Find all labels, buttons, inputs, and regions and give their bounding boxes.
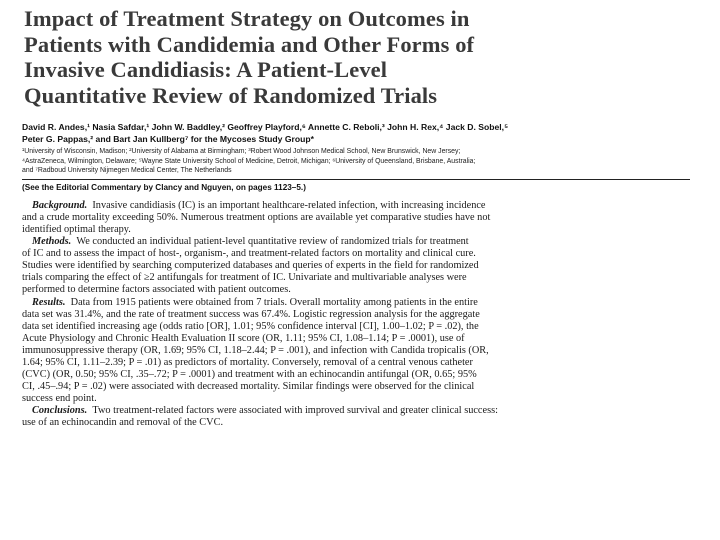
abstract-line: Studies were identified by searching computerized databases and queries of experts in the field for randomized — [22, 260, 479, 272]
abstract-line: Results. Data from 1915 patients were obtained from 7 trials. Overall mortality among patients in the entire — [32, 296, 478, 308]
abstract-line: trials comparing the effect of ≥2 antifungals for treatment of IC. Univariate and multivariable analyses were — [22, 272, 467, 284]
affiliation-line: and ⁷Radboud University Nijmegen Medical Center, The Netherlands — [22, 167, 232, 175]
author-line: David R. Andes,¹ Nasia Safdar,¹ John W. Baddley,² Geoffrey Playford,⁶ Annette C. Reboli,³ John H. Rex,⁴ Jack D. Sobel,⁵ — [22, 122, 509, 132]
abstract-methods — [22, 236, 698, 296]
author-list — [22, 122, 698, 145]
abstract-line: 1.64; 95% CI, 1.11–2.39; P = .01) as predictors of mortality. Conversely, removal of a central venous catheter — [22, 357, 473, 368]
title-line: Patients with Candidemia and Other Forms of — [24, 31, 475, 57]
abstract-line: Background. Invasive candidiasis (IC) is an important healthcare-related infection, with increasing incidence — [32, 199, 486, 211]
section-divider — [22, 179, 690, 180]
conclusions-label: Conclusions. — [32, 405, 88, 417]
abstract-line: success end point. — [22, 393, 97, 405]
abstract-line: of IC and to assess the impact of host-, organism-, and treatment-related factors on mortality and clinical cure. — [22, 248, 476, 260]
abstract-line: immunosuppressive therapy (OR, 1.69; 95% CI, 1.18–2.44; P = .001), and infection with Candida tropicalis (OR, — [22, 344, 489, 356]
affiliation-line: ¹University of Wisconsin, Madison; ²University of Alabama at Birmingham; ³Robert Wood Johnson Medical School, New Brunswick, New Jersey; — [22, 148, 461, 155]
abstract-background — [22, 200, 698, 236]
abstract-line: use of an echinocandin and removal of the CVC. — [22, 417, 224, 429]
background-label: Background. — [32, 199, 88, 211]
abstract-line: Methods. We conducted an individual patient-level quantitative review of randomized trials for treatment — [32, 236, 469, 248]
affiliations — [22, 147, 698, 176]
author-line: Peter G. Pappas,² and Bart Jan Kullberg⁷ for the Mycoses Study Group* — [22, 133, 314, 144]
title-line: Quantitative Review of Randomized Trials — [24, 82, 438, 108]
abstract-line: performed to determine factors associated with patient outcomes. — [22, 284, 291, 296]
abstract-line: Acute Physiology and Chronic Health Evaluation II score (OR, 1.11; 95% CI, 1.08–1.14; P = .0001), use of — [22, 332, 465, 344]
title-line: Impact of Treatment Strategy on Outcomes in — [24, 6, 470, 31]
editorial-note: (See the Editorial Commentary by Clancy and Nguyen, on pages 1123–5.) — [22, 182, 306, 192]
abstract-line: (CVC) (OR, 0.50; 95% CI, .35–.72; P = .0001) and treatment with an echinocandin antifungal (OR, 0.65; 95% — [22, 369, 477, 381]
abstract — [22, 200, 698, 430]
abstract-line: data set was 31.4%, and the rate of treatment success was 67.4%. Logistic regression analysis for the aggregate — [22, 308, 480, 320]
abstract-line: CI, .45–.94; P = .02) were associated with decreased mortality. Similar findings were observed for the clinical — [22, 381, 475, 393]
methods-label: Methods. — [32, 236, 72, 248]
paper-page — [22, 6, 698, 430]
title-line: Invasive Candidiasis: A Patient-Level — [24, 57, 388, 82]
abstract-results — [22, 297, 698, 406]
results-label: Results. — [32, 296, 66, 308]
paper-title — [22, 6, 698, 108]
abstract-line: and a crude mortality exceeding 50%. Numerous treatment options are available yet comparative studies have not — [22, 211, 491, 223]
abstract-conclusions — [22, 405, 698, 429]
abstract-line: data set identified increasing age (odds ratio [OR], 1.01; 95% confidence interval [CI], 1.00–1.02; P = .02), the — [22, 320, 479, 332]
affiliation-line: ⁴AstraZeneca, Wilmington, Delaware; ⁵Wayne State University School of Medicine, Detroit, Michigan; ⁶University of Queensland, Brisbane, Australia; — [22, 157, 476, 165]
abstract-line: identified optimal therapy. — [22, 223, 131, 235]
abstract-line: Conclusions. Two treatment-related factors were associated with improved survival and greater clinical success: — [32, 405, 498, 417]
